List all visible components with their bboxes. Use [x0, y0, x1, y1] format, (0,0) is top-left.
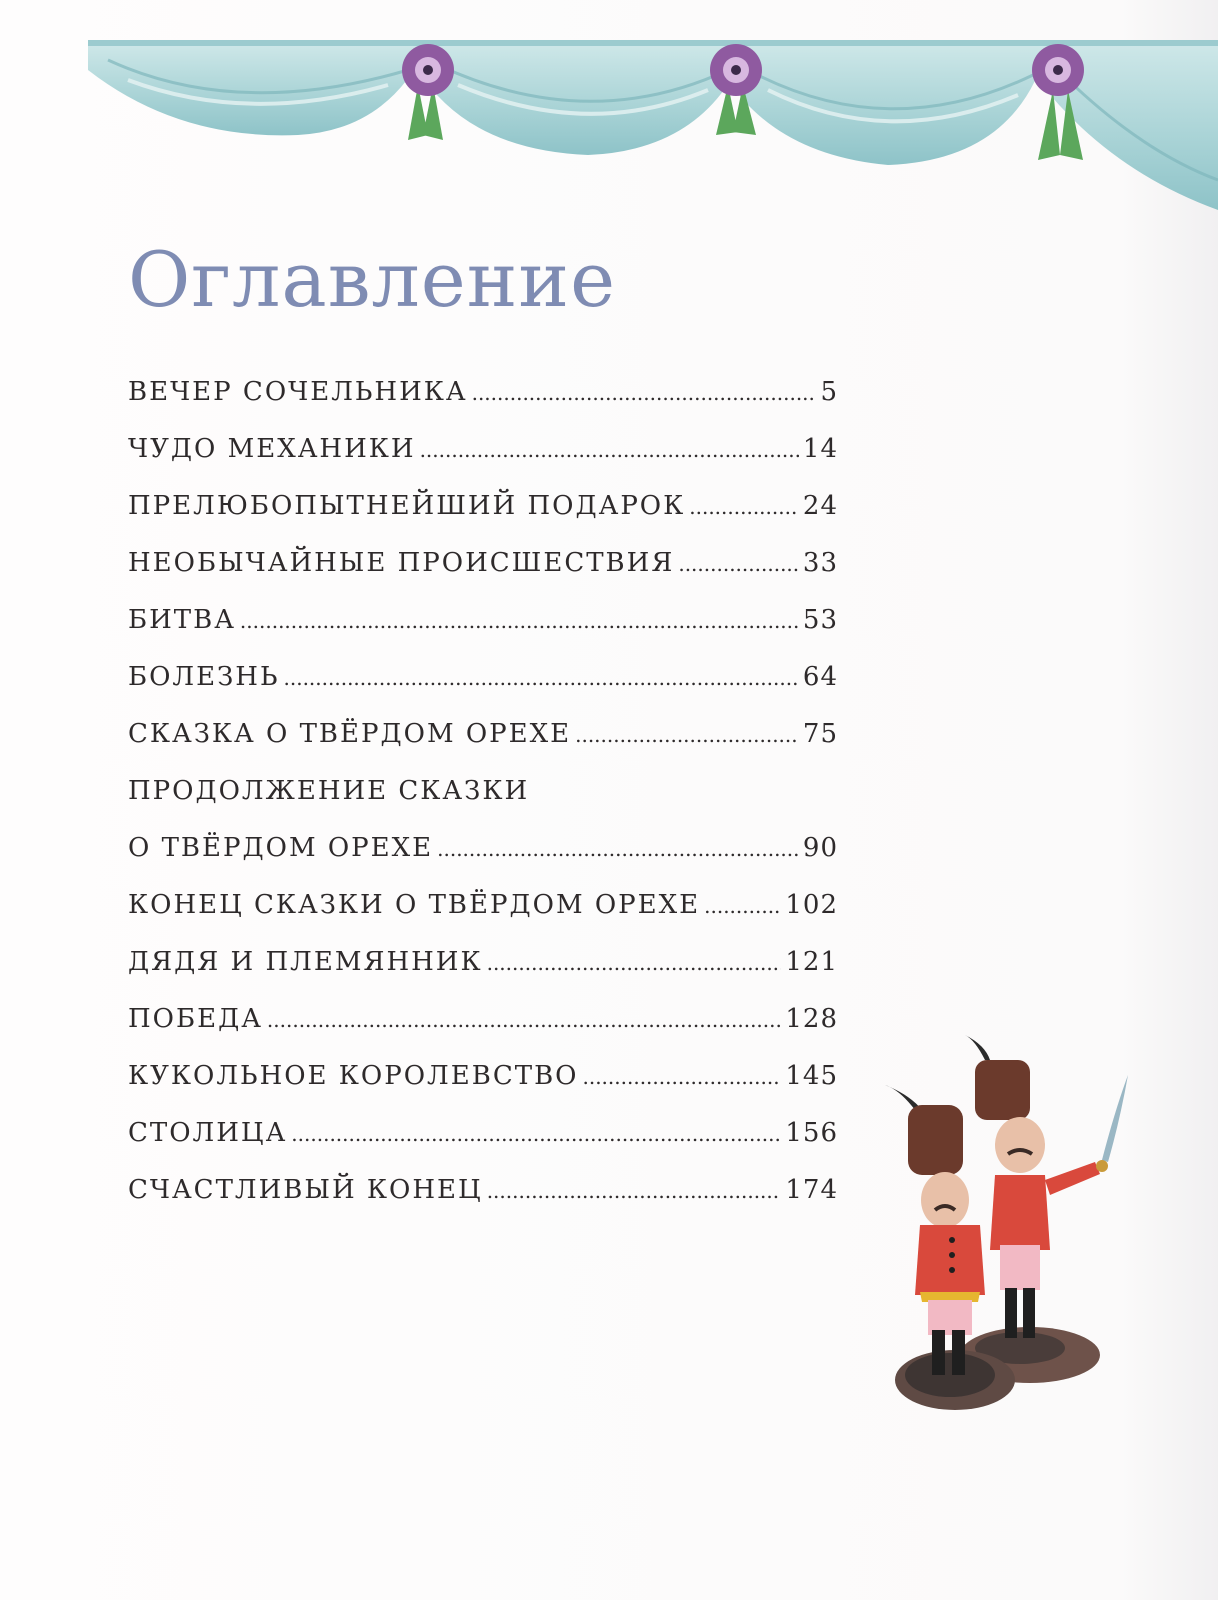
- toc-entry[interactable]: [128, 543, 838, 600]
- toc-entry-title: О ТВЁРДОМ ОРЕХЕ: [128, 833, 434, 863]
- toc-entry-title: ПРЕЛЮБОПЫТНЕЙШИЙ ПОДАРОК: [128, 491, 686, 521]
- dot-leader: [284, 658, 799, 698]
- toc-entry-page: 24: [802, 491, 838, 521]
- dot-leader: [291, 1114, 781, 1154]
- toc-entry[interactable]: [128, 372, 838, 429]
- toc-entry-page: 128: [785, 1004, 838, 1034]
- drapery-illustration: [88, 40, 1218, 215]
- toc-entry-title: СКАЗКА О ТВЁРДОМ ОРЕХЕ: [128, 719, 572, 749]
- toc-entry-page: 145: [785, 1061, 838, 1091]
- dot-leader: [575, 715, 799, 755]
- toc-entry-title: НЕОБЫЧАЙНЫЕ ПРОИСШЕСТВИЯ: [128, 548, 675, 578]
- toc-entry-title: СЧАСТЛИВЫЙ КОНЕЦ: [128, 1175, 483, 1205]
- toc-entry[interactable]: [128, 1170, 838, 1227]
- toc-entry[interactable]: [128, 600, 838, 657]
- toc-entry-title: ДЯДЯ И ПЛЕМЯННИК: [128, 947, 483, 977]
- toc-entry-page: 5: [820, 377, 838, 407]
- toc-entry-page: 174: [785, 1175, 838, 1205]
- toc-entry-title: КУКОЛЬНОЕ КОРОЛЕВСТВО: [128, 1061, 579, 1091]
- toc-entry[interactable]: [128, 885, 838, 942]
- toc-entry-page: 90: [802, 833, 838, 863]
- toc-entry-title: БОЛЕЗНЬ: [128, 662, 280, 692]
- table-of-contents: [128, 372, 838, 1227]
- toc-entry-page: 156: [785, 1118, 838, 1148]
- front-soldier: [885, 1085, 985, 1375]
- toc-entry[interactable]: [128, 1113, 838, 1170]
- dot-leader: [267, 1000, 781, 1040]
- toc-entry-title: ПОБЕДА: [128, 1004, 263, 1034]
- toc-entry[interactable]: [128, 942, 838, 999]
- rear-soldier: [965, 1035, 1128, 1338]
- toc-entry-title: ВЕЧЕР СОЧЕЛЬНИКА: [128, 377, 468, 407]
- toc-entry-title: ПРОДОЛЖЕНИЕ СКАЗКИ: [128, 776, 530, 806]
- dot-leader: [704, 886, 781, 926]
- soldier-stands: [895, 1327, 1100, 1410]
- toy-soldiers-illustration: [880, 1030, 1140, 1430]
- toc-entry[interactable]: [128, 1056, 838, 1113]
- dot-leader: [487, 1171, 782, 1211]
- dot-leader: [437, 829, 799, 869]
- dot-leader: [582, 1057, 781, 1097]
- dot-leader: [420, 430, 799, 470]
- toc-entry-title: СТОЛИЦА: [128, 1118, 288, 1148]
- toc-entry[interactable]: [128, 828, 838, 885]
- dot-leader: [689, 487, 799, 527]
- toc-entry[interactable]: [128, 714, 838, 771]
- toc-entry-page: 75: [802, 719, 838, 749]
- toc-entry-title: ЧУДО МЕХАНИКИ: [128, 434, 416, 464]
- toc-entry-page: 53: [802, 605, 838, 635]
- toc-entry-page: 121: [785, 947, 838, 977]
- toc-entry-page: 102: [785, 890, 838, 920]
- toc-entry-page: 14: [802, 434, 838, 464]
- toc-entry[interactable]: [128, 429, 838, 486]
- toc-entry-page: 33: [802, 548, 838, 578]
- toc-entry[interactable]: [128, 486, 838, 543]
- page-title: Оглавление: [128, 235, 617, 324]
- toc-entry-title: КОНЕЦ СКАЗКИ О ТВЁРДОМ ОРЕХЕ: [128, 890, 701, 920]
- toc-entry[interactable]: [128, 771, 838, 828]
- toc-entry-title: БИТВА: [128, 605, 236, 635]
- toc-entry-page: 64: [802, 662, 838, 692]
- dot-leader: [487, 943, 782, 983]
- dot-leader: [240, 601, 799, 641]
- dot-leader: [678, 544, 799, 584]
- dot-leader: [472, 373, 817, 413]
- toc-entry[interactable]: [128, 999, 838, 1056]
- toc-entry[interactable]: [128, 657, 838, 714]
